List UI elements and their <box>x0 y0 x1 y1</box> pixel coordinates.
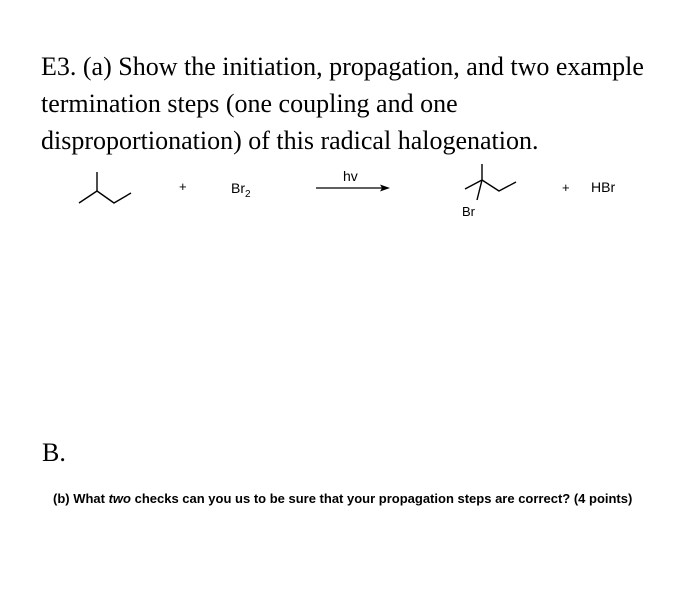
plus-sign-2: + <box>562 180 570 195</box>
plus-sign-1: + <box>179 179 187 194</box>
product-substituent: Br <box>462 204 475 219</box>
reagent-subscript: 2 <box>245 189 251 200</box>
product-skeletal-structure <box>465 180 516 191</box>
byproduct-hbr: HBr <box>591 179 616 195</box>
reactant-skeletal-structure <box>79 191 131 203</box>
part-b-question-prefix: (b) What <box>53 491 109 506</box>
reaction-condition: hv <box>343 168 358 184</box>
part-b-heading: B. <box>42 438 66 467</box>
part-b-question-emphasis: two <box>108 491 131 506</box>
reagent-bromine <box>231 180 251 200</box>
question-a-text: E3. (a) Show the initiation, propagation, and two example termination steps (one coupling and one disproportionation) of this radical halogenation. <box>41 52 644 155</box>
reaction-scheme <box>0 160 700 240</box>
part-b-question-suffix: checks can you us to be sure that your propagation steps are correct? (4 points) <box>130 491 633 506</box>
reagent-symbol: Br <box>231 180 245 196</box>
part-b-question <box>53 491 632 506</box>
